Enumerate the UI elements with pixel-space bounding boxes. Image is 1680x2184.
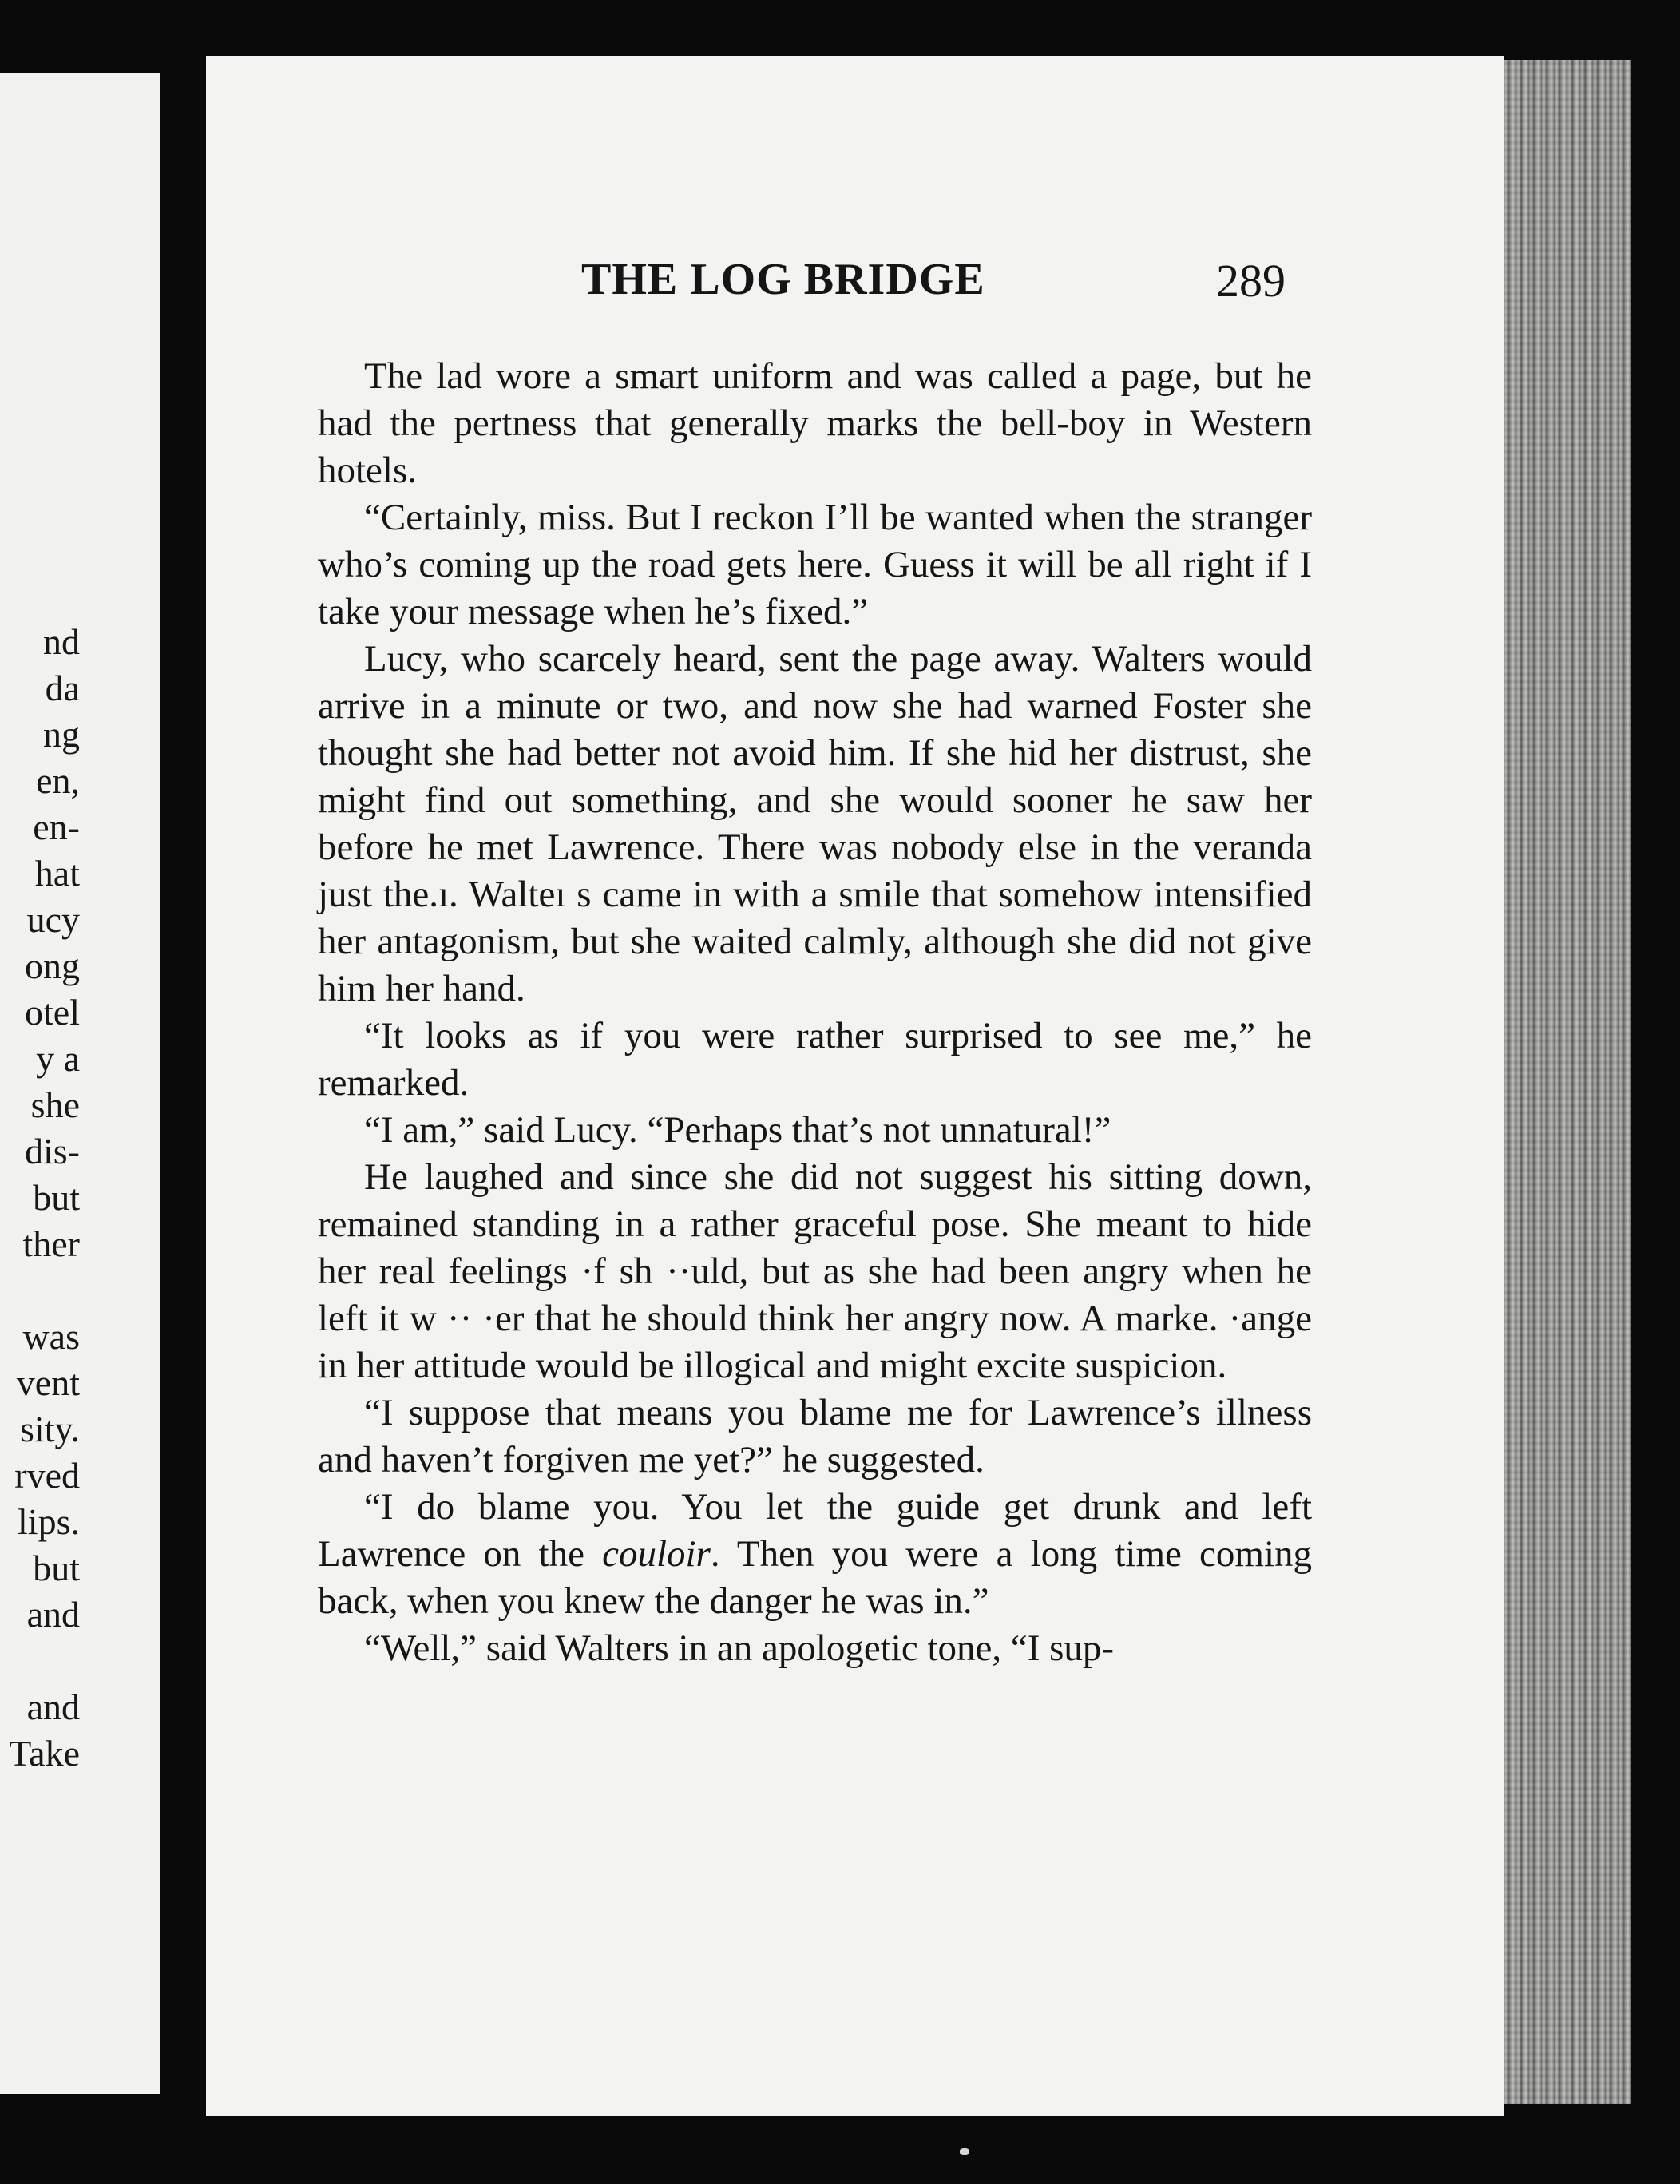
left-page-line: sity.	[20, 1409, 80, 1449]
left-page-line: ucy	[26, 899, 80, 940]
left-page-line: Take	[9, 1733, 80, 1774]
left-page-line: vent	[16, 1362, 80, 1403]
running-title: THE LOG BRIDGE	[581, 255, 985, 304]
left-page-line: but	[33, 1548, 80, 1588]
left-page-line: en,	[36, 760, 80, 801]
left-page-line: da	[45, 668, 80, 708]
book-page	[206, 56, 1504, 2116]
page-edges	[1504, 60, 1631, 2104]
italic-word: couloir	[602, 1533, 711, 1575]
paragraph: “I suppose that means you blame me for Lawrence’s illness and haven’t forgiven me yet?” he suggested.	[318, 1392, 1312, 1480]
paragraph: Lucy, who scarcely heard, sent the page away. Walters would arrive in a minute or two, and now she had warned Foster she thought she had better not avoid him. If she hid her distrust, she might find out something, and she would sooner he saw her before he met Lawrence. There was nobody else in the veranda just the.ı. Walteı s came in with a smile that somehow intensified her antagonism, but she waited calmly, although she did not give him her hand.	[318, 638, 1312, 1009]
body-text	[318, 353, 1312, 1672]
left-page-line: hat	[34, 853, 80, 894]
left-page-line: otel	[25, 992, 80, 1033]
left-page-line: lips.	[18, 1501, 80, 1542]
paragraph: “It looks as if you were rather surprised to see me,” he remarked.	[318, 1015, 1312, 1104]
left-page-line: ng	[43, 714, 80, 755]
left-page-line: and	[26, 1687, 80, 1727]
left-page-line: ther	[22, 1223, 80, 1264]
page-number: 289	[1216, 255, 1286, 307]
dust-speck	[960, 2148, 969, 2155]
left-page-line: rved	[14, 1455, 80, 1496]
left-page-line: was	[22, 1316, 80, 1357]
left-page-line: dis-	[25, 1131, 80, 1171]
paragraph: “I am,” said Lucy. “Perhaps that’s not unnatural!”	[364, 1109, 1111, 1151]
paragraph: “Well,” said Walters in an apologetic tone, “I sup-	[364, 1627, 1115, 1669]
paragraph: “Certainly, miss. But I reckon I’ll be wanted when the stranger who’s coming up the road gets here. Guess it will be all right if I take your message when he’s fixed.”	[318, 497, 1312, 632]
book-gutter	[160, 64, 206, 2108]
running-head	[206, 254, 1504, 318]
left-page-line: but	[33, 1177, 80, 1218]
left-page-line: and	[26, 1594, 80, 1635]
paragraph: “I do blame you. You let the guide get drunk and left Lawrence on the couloir. Then you were a long time coming back, when you knew the danger he was in.”	[318, 1486, 1313, 1622]
paragraph: He laughed and since she did not suggest his sitting down, remained standing in a rather graceful pose. She meant to hide her real feelings ·f sh ··uld, but as she had been angry when he left it w ·· ·er that he should think her angry now. A marke. ·ange in her attitude would be illogical and might excite suspicion.	[318, 1156, 1312, 1386]
left-page-line: she	[30, 1084, 80, 1125]
left-page-line: en-	[33, 807, 80, 847]
paragraph: The lad wore a smart uniform and was called a page, but he had the pertness that generally marks the bell-boy in Western hotels.	[318, 355, 1312, 491]
left-page-line: nd	[43, 621, 80, 662]
left-page-line: y a	[36, 1038, 80, 1079]
left-page-line: ong	[25, 945, 80, 986]
left-page-fragment	[0, 73, 160, 2094]
